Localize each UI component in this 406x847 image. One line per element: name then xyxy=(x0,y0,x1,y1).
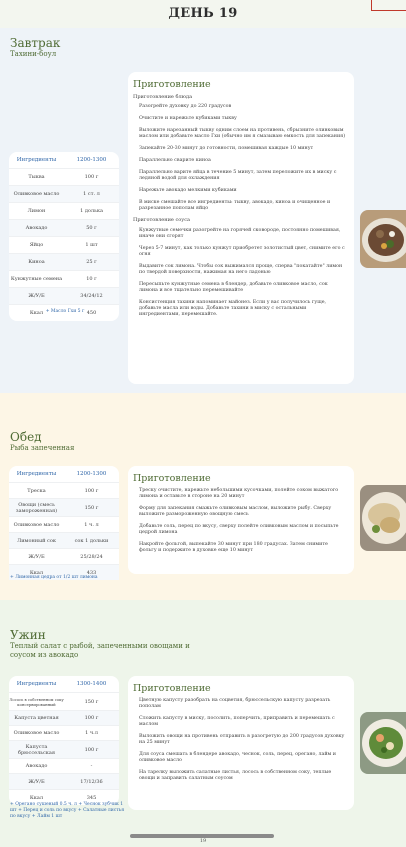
step: Накройте фольгой, выпекайте 30 минут при 180 градусах. Затем снимите фольгу и подержите в духовке еще 10 минут xyxy=(139,542,328,553)
step: Форму для запекания смажьте оливковым маслом, выложите рыбу. Сверху выложите размороженную овощную смесь xyxy=(139,506,332,517)
food-photo xyxy=(360,485,406,551)
breakfast-section xyxy=(0,28,406,393)
table-row: Авокадо - xyxy=(9,758,119,773)
lunch-section xyxy=(0,393,406,600)
preparation-card xyxy=(128,466,354,574)
table-header xyxy=(9,466,119,482)
step: Запекайте 20-30 минут до готовности, помешивая каждые 10 минут xyxy=(139,146,314,151)
page-title: ДЕНЬ 19 xyxy=(168,6,238,21)
subheading: Приготовление соуса xyxy=(133,217,190,223)
column-header: 1200-1300 xyxy=(76,157,107,163)
step: Параллельно варите яйца в течение 5 минут, затем переложите их в миску с ледяной водой для охлаждения xyxy=(139,170,337,181)
step: Консистенция тахини напоминает майонез. Если у вас получилось гуще, добавьте масла или воды. Добавьте тахини в миску с остальными ингредиентами, перемешайте. xyxy=(139,300,327,317)
step: Через 5-7 минут, как только кунжут приобретет золотистый цвет, снимите его с огня xyxy=(139,246,345,257)
step: Выдавите сок лимона. Чтобы сок выжимался проще, сперва "покатайте" лимон по твердой поверхности, нажимая на него ладонью xyxy=(139,264,343,275)
dish-name: Теплый салат с рыбой, запеченными овощами и соусом из авокадо xyxy=(10,642,190,659)
step: Пересыпьте кунжутные семена в блендер, добавьте оливковое масло, сок лимона и все тщательно перемешивайте xyxy=(139,282,328,293)
dish-name: Тахини-боул xyxy=(10,50,57,58)
table-header xyxy=(9,676,119,692)
table-row: Треска 100 г xyxy=(9,482,119,498)
table-row: Оливковое масло 1 ч.л xyxy=(9,725,119,740)
extra-note: + Масло Гхи 5 г xyxy=(45,309,85,314)
meal-title: Обед xyxy=(10,430,42,444)
page-number: 19 xyxy=(199,838,207,844)
column-header: Ингредиенты xyxy=(16,471,57,477)
meal-title: Ужин xyxy=(10,628,46,642)
extra-note: + Орегано сушеный 0.5 ч. л + Чеснок зубчик 1 шт + Перец и соль по вкусу + Салатные листья по вкусу + Лайм 1 шт xyxy=(10,802,125,819)
table-row: Кунжутные семена 10 г xyxy=(9,270,119,287)
ingredients-table xyxy=(9,152,119,321)
ingredients-table xyxy=(9,466,119,580)
table-row: Ккал 345 xyxy=(9,789,119,805)
table-row: Капуста брюссельская 100 г xyxy=(9,740,119,758)
meal-title: Завтрак xyxy=(10,36,61,50)
table-row: Лимонный сок сок 1 дольки xyxy=(9,532,119,548)
table-row: Тыква 100 г xyxy=(9,168,119,185)
step: Для соуса смешать в блендере авокадо, чеснок, соль, перец, орегано, лайм и оливковое масло xyxy=(139,752,337,763)
table-row: Капуста цветная 100 г xyxy=(9,710,119,725)
step: Сложить капусту в миску, посолить, поперчить, приправить и перемешать с маслом xyxy=(139,716,335,727)
column-header: Ингредиенты xyxy=(16,157,57,163)
step: Выложить овощи на противень отправить в разогретую до 200 градусов духовку на 25 минут xyxy=(139,734,345,745)
step: Треску очистите, нарежьте небольшими кусочками, полейте соком выжатого лимона и оставьте в стороне на 20 минут xyxy=(139,488,339,499)
dish-name: Рыба запеченная xyxy=(10,444,75,452)
food-photo xyxy=(360,210,406,268)
table-row: Лимон 1 долька xyxy=(9,202,119,219)
step: Нарежьте авокадо мелкими кубиками xyxy=(139,188,237,193)
preparation-title: Приготовление xyxy=(133,683,211,694)
corner-mark xyxy=(371,0,406,11)
table-row: Ккал 433 xyxy=(9,564,119,580)
preparation-title: Приготовление xyxy=(133,473,211,484)
column-header: 1200-1300 xyxy=(76,471,107,477)
preparation-title: Приготовление xyxy=(133,79,211,90)
preparation-card xyxy=(128,676,354,810)
table-row: Оливковое масло 1 ч. л xyxy=(9,516,119,532)
dinner-section xyxy=(0,600,406,847)
step: В миске смешайте все ингредиенты: тыкву, авокадо, киноа и очищенное и разрезанное пополам яйцо xyxy=(139,200,331,211)
table-header xyxy=(9,152,119,168)
step: Параллельно сварите киноа xyxy=(139,158,211,163)
table-row: Авокадо 50 г xyxy=(9,219,119,236)
table-row: Ж/У/Б 17/12/36 xyxy=(9,773,119,789)
step: Добавьте соль, перец по вкусу, сверху полейте оливковым маслом и посыпьте цедрой лимона xyxy=(139,524,339,535)
extra-note: + Лимонная цедра от 1/2 шт лимона xyxy=(10,575,98,580)
table-row: Киноа 25 г xyxy=(9,253,119,270)
table-row: Ж/У/Б 34/24/12 xyxy=(9,287,119,304)
table-row: Оливковое масло 1 ст. л xyxy=(9,185,119,202)
subheading: Приготовление блюда xyxy=(133,94,193,100)
step: Выложите нарезанный тыкву одним слоем на противень, сбрызните оливковым маслом или добавьте масло Гхи (обычно им я смазываю емкость для запекания) xyxy=(139,128,346,139)
step: На тарелку выложить салатные листья, лосось в собственном соку, теплые овощи и заправить салатным соусом xyxy=(139,770,332,781)
step: Разогрейте духовку до 220 градусов xyxy=(139,104,232,109)
food-photo xyxy=(360,712,406,774)
step: Цветную капусту разобрать на соцветия, брюссельскую капусту разрезать пополам xyxy=(139,698,331,709)
table-row: Ж/У/Б 25/28/24 xyxy=(9,548,119,564)
table-row: Лосось в собственном соку консервированный 150 г xyxy=(9,692,119,710)
table-row: Яйцо 1 шт xyxy=(9,236,119,253)
preparation-card xyxy=(128,72,354,384)
step: Кунжутные семечки разогрейте на горячей сковороде, постоянно помешивая, иначе они сгорят xyxy=(139,228,341,239)
step: Очистите и нарежьте кубиками тыкву xyxy=(139,116,237,121)
table-row: Овощи (смесь замороженная) 150 г xyxy=(9,498,119,516)
column-header: Ингредиенты xyxy=(16,681,57,687)
table-row: Ккал 450 xyxy=(9,304,119,321)
column-header: 1300-1400 xyxy=(76,681,107,687)
ingredients-table xyxy=(9,676,119,805)
